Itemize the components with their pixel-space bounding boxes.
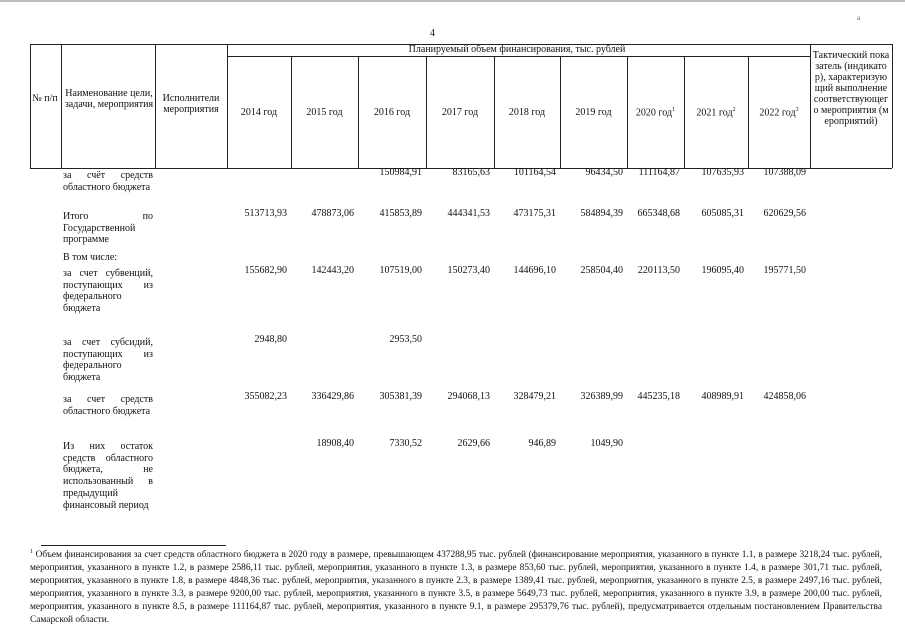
year-label: 2016 год: [373, 107, 411, 118]
year-label: 2019 год: [575, 107, 612, 118]
row-label: за счет средств областного бюджета: [63, 394, 153, 417]
value-cell: 415853,89: [379, 208, 422, 219]
column-border: [810, 44, 811, 168]
value-cell: 7330,52: [389, 438, 422, 449]
year-header: [684, 107, 748, 118]
value-cell: 195771,50: [763, 265, 806, 276]
value-cell: 107519,00: [379, 265, 422, 276]
value-cell: 144696,10: [513, 265, 556, 276]
plan-header-rule: [227, 56, 810, 57]
value-cell: 444341,53: [447, 208, 490, 219]
column-border: [61, 44, 62, 168]
value-cell: 473175,31: [513, 208, 556, 219]
year-header: [291, 107, 358, 118]
col-header-indicator: Тактический показатель (индикатор), характеризующий выполнение соответствующего мероприятия (мероприятий): [812, 50, 890, 127]
footnote-mark: 1: [30, 549, 33, 555]
year-header: [748, 107, 810, 118]
year-header: [560, 107, 627, 118]
value-cell: 355082,23: [244, 391, 287, 402]
year-label: 2020 год: [635, 107, 673, 119]
corner-mark: а: [857, 14, 861, 22]
value-cell: 18908,40: [316, 438, 354, 449]
col-header-name: Наименование цели, задачи, мероприятия: [64, 88, 154, 110]
year-header: [358, 107, 426, 118]
value-cell: 220113,50: [637, 265, 680, 276]
value-cell: 620629,56: [763, 208, 806, 219]
value-cell: 1049,90: [590, 438, 623, 449]
row-label: за счёт средств областного бюджета: [63, 170, 153, 193]
value-cell: 478873,06: [311, 208, 354, 219]
year-label: 2018 год: [508, 107, 546, 118]
value-cell: 328479,21: [513, 391, 556, 402]
value-cell: 107388,09: [763, 167, 806, 178]
year-label: 2014 год: [240, 107, 278, 118]
column-border: [30, 44, 31, 168]
value-cell: 336429,86: [311, 391, 354, 402]
column-border: [892, 44, 893, 168]
value-cell: 605085,31: [701, 208, 744, 219]
value-cell: 150273,40: [447, 265, 490, 276]
year-label: 2022 год: [759, 107, 796, 119]
value-cell: 2953,50: [389, 334, 422, 345]
value-cell: 513713,93: [244, 208, 287, 219]
row-label: за счет субвенций, поступающих из федерального бюджета: [63, 268, 153, 315]
value-cell: 445235,18: [637, 391, 680, 402]
value-cell: 665348,68: [637, 208, 680, 219]
value-cell: 96434,50: [585, 167, 623, 178]
year-label: 2017 год: [441, 107, 479, 118]
col-header-number: № п/п: [32, 93, 58, 104]
row-label: Из них остаток средств областного бюджета, не использованный в предыдущий финансовый период: [63, 441, 153, 511]
year-label: 2021 год: [696, 107, 733, 119]
value-cell: 111164,87: [638, 167, 680, 178]
value-cell: 424858,06: [763, 391, 806, 402]
value-cell: 196095,40: [701, 265, 744, 276]
value-cell: 142443,20: [311, 265, 354, 276]
column-border: [227, 44, 228, 168]
year-header: [227, 107, 291, 118]
value-cell: 101164,54: [513, 167, 556, 178]
year-footnote-mark: 1: [672, 107, 676, 113]
col-header-planned-financing: Планируемый объем финансирования, тыс. рублей: [408, 44, 626, 55]
value-cell: 326389,99: [580, 391, 623, 402]
row-label: Итого по Государственной программе: [63, 211, 153, 246]
value-cell: 946,89: [528, 438, 556, 449]
value-cell: 408989,91: [701, 391, 744, 402]
value-cell: 155682,90: [244, 265, 287, 276]
value-cell: 305381,39: [379, 391, 422, 402]
year-header: [426, 107, 494, 118]
row-label: В том числе:: [63, 252, 118, 263]
value-cell: 2948,80: [254, 334, 287, 345]
year-footnote-mark: 3: [795, 107, 799, 113]
footnote-text: Объем финансирования за счет средств областного бюджета в 2020 году в размере, превышающем 437288,95 тыс. рублей (финансирование мероприятия, указанного в пункте 1.1, в размере 3218,24 тыс. рублей, мероприятия, указанного в пункте 1.2, в размере 2586,11 тыс. рублей, мероприятия, указанного в пункте 1.3, в размере 853,60 тыс. рублей, мероприятия, указанного в пункте 1.4, в размере 301,71 тыс. рублей, мероприятия, указанного в пункте 1.8, в размере 4848,36 тыс. рублей, мероприятия, указанного в пункте 2.3, в размере 1389,41 тыс. рублей, мероприятия, указанного в пункте 2.5, в размере 2497,16 тыс. рублей, мероприятия, указанного в пункте 3.3, в размере 9200,00 тыс. рублей, мероприятия, указанного в пункте 3.5, в размере 5649,73 тыс. рублей, мероприятия, указанного в пункте 3.9, в размере 200,00 тыс. рублей, мероприятия, указанного в пункте 8.5, в размере 111164,87 тыс. рублей, мероприятия, указанного в пункте 9.1, в размере 295379,76 тыс. рублей), предусматривается отдельным постановлением Правительства Самарской области.: [30, 550, 883, 625]
value-cell: 258504,40: [580, 265, 623, 276]
page-number: 4: [430, 28, 435, 39]
column-border: [155, 44, 156, 168]
value-cell: 2629,66: [457, 438, 490, 449]
value-cell: 584894,39: [580, 208, 623, 219]
year-footnote-mark: 2: [732, 107, 736, 113]
col-header-executors: Исполнители мероприятия: [162, 93, 220, 115]
scan-edge: [0, 0, 905, 2]
value-cell: 294068,13: [447, 391, 490, 402]
footnote: [30, 546, 882, 627]
year-label: 2015 год: [306, 107, 343, 118]
year-header: [627, 107, 684, 118]
value-cell: 150984,91: [379, 167, 422, 178]
year-header: [494, 107, 560, 118]
value-cell: 83165,63: [452, 167, 490, 178]
row-label: за счет субсидий, поступающих из федерального бюджета: [63, 337, 153, 384]
value-cell: 107635,93: [701, 167, 744, 178]
